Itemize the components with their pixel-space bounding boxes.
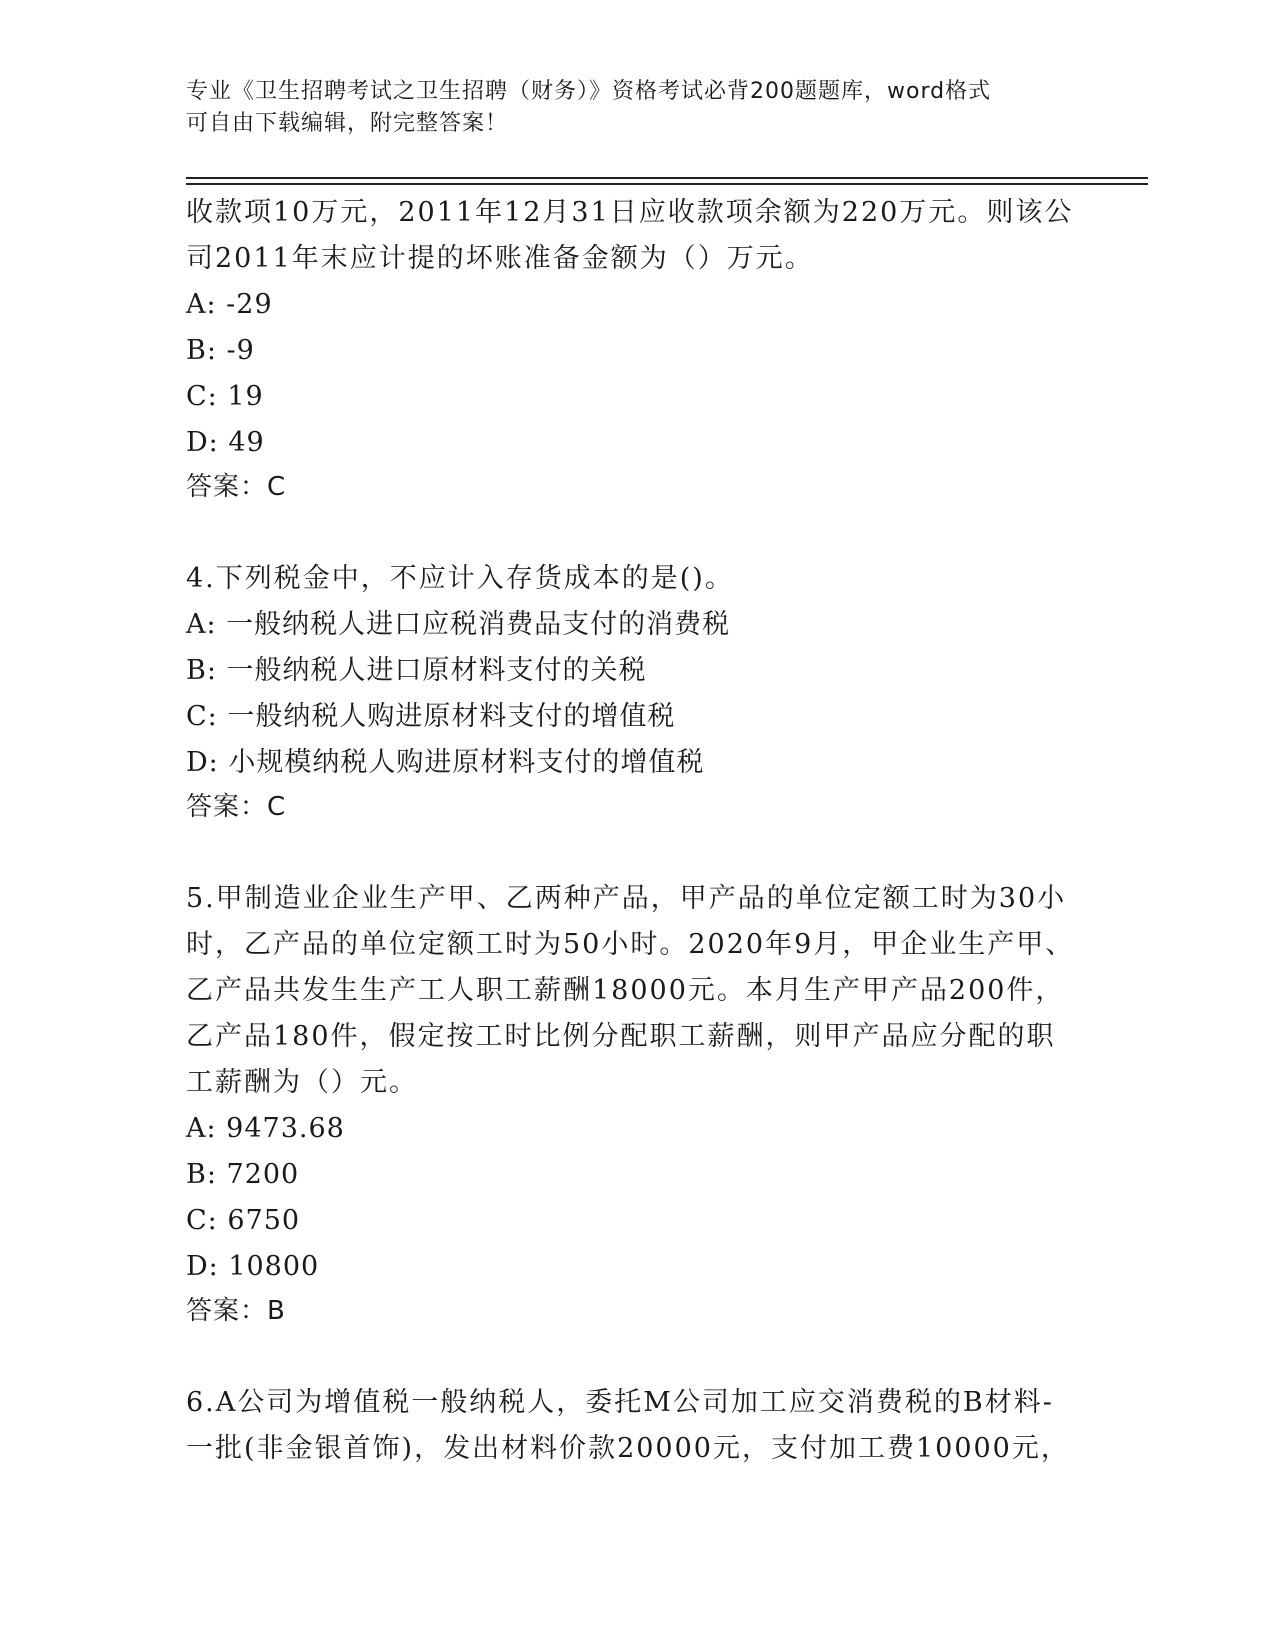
- answer-line: 答案：C: [186, 792, 287, 822]
- question-stem-line: 6.A公司为增值税一般纳税人，委托M公司加工应交消费税的B材料-: [186, 1387, 1054, 1418]
- header-divider-bottom: [186, 183, 1148, 185]
- question-stem-line: 一批(非金银首饰)，发出材料价款20000元，支付加工费10000元，: [186, 1433, 1070, 1464]
- option-c: C: 19: [186, 381, 264, 412]
- option-a: A: 一般纳税人进口应税消费品支付的消费税: [186, 609, 731, 640]
- question-3: [186, 190, 1086, 508]
- question-stem-line: 乙产品180件，假定按工时比例分配职工薪酬，则甲产品应分配的职: [186, 1021, 1056, 1052]
- spacer: [186, 1332, 1086, 1380]
- option-a: A: 9473.68: [186, 1113, 345, 1144]
- answer-line: 答案：C: [186, 472, 287, 502]
- answer-line: 答案：B: [186, 1296, 286, 1326]
- spacer: [186, 508, 1086, 556]
- option-d: D: 49: [186, 427, 265, 458]
- option-b: B: 7200: [186, 1159, 300, 1190]
- option-a: A: -29: [186, 289, 273, 320]
- option-c: C: 6750: [186, 1205, 301, 1236]
- question-stem-line: 4.下列税金中，不应计入存货成本的是()。: [186, 563, 734, 594]
- document-body: [186, 190, 1086, 1472]
- question-6: [186, 1380, 1086, 1472]
- question-stem-line: 时，乙产品的单位定额工时为50小时。2020年9月，甲企业生产甲、: [186, 929, 1075, 960]
- question-stem-line: 5.甲制造业企业生产甲、乙两种产品，甲产品的单位定额工时为30小: [186, 883, 1067, 914]
- document-header: [186, 76, 1086, 140]
- question-4: [186, 556, 1086, 828]
- option-b: B: 一般纳税人进口原材料支付的关税: [186, 655, 647, 686]
- option-d: D: 10800: [186, 1251, 320, 1282]
- option-c: C: 一般纳税人购进原材料支付的增值税: [186, 701, 676, 732]
- header-line-2: 可自由下载编辑，附完整答案！: [186, 111, 509, 136]
- question-stem-line: 乙产品共发生生产工人职工薪酬18000元。本月生产甲产品200件，: [186, 975, 1065, 1006]
- header-divider-top: [186, 177, 1148, 179]
- option-d: D: 小规模纳税人购进原材料支付的增值税: [186, 747, 705, 778]
- question-stem-line: 工薪酬为（）元。: [186, 1067, 418, 1098]
- option-b: B: -9: [186, 335, 255, 366]
- question-stem-line: 司2011年末应计提的坏账准备金额为（）万元。: [186, 243, 814, 274]
- question-stem-line: 收款项10万元，2011年12月31日应收款项余额为220万元。则该公: [186, 197, 1074, 228]
- question-5: [186, 876, 1086, 1332]
- spacer: [186, 828, 1086, 876]
- header-line-1: 专业《卫生招聘考试之卫生招聘（财务）》资格考试必背200题题库，word格式: [186, 79, 992, 104]
